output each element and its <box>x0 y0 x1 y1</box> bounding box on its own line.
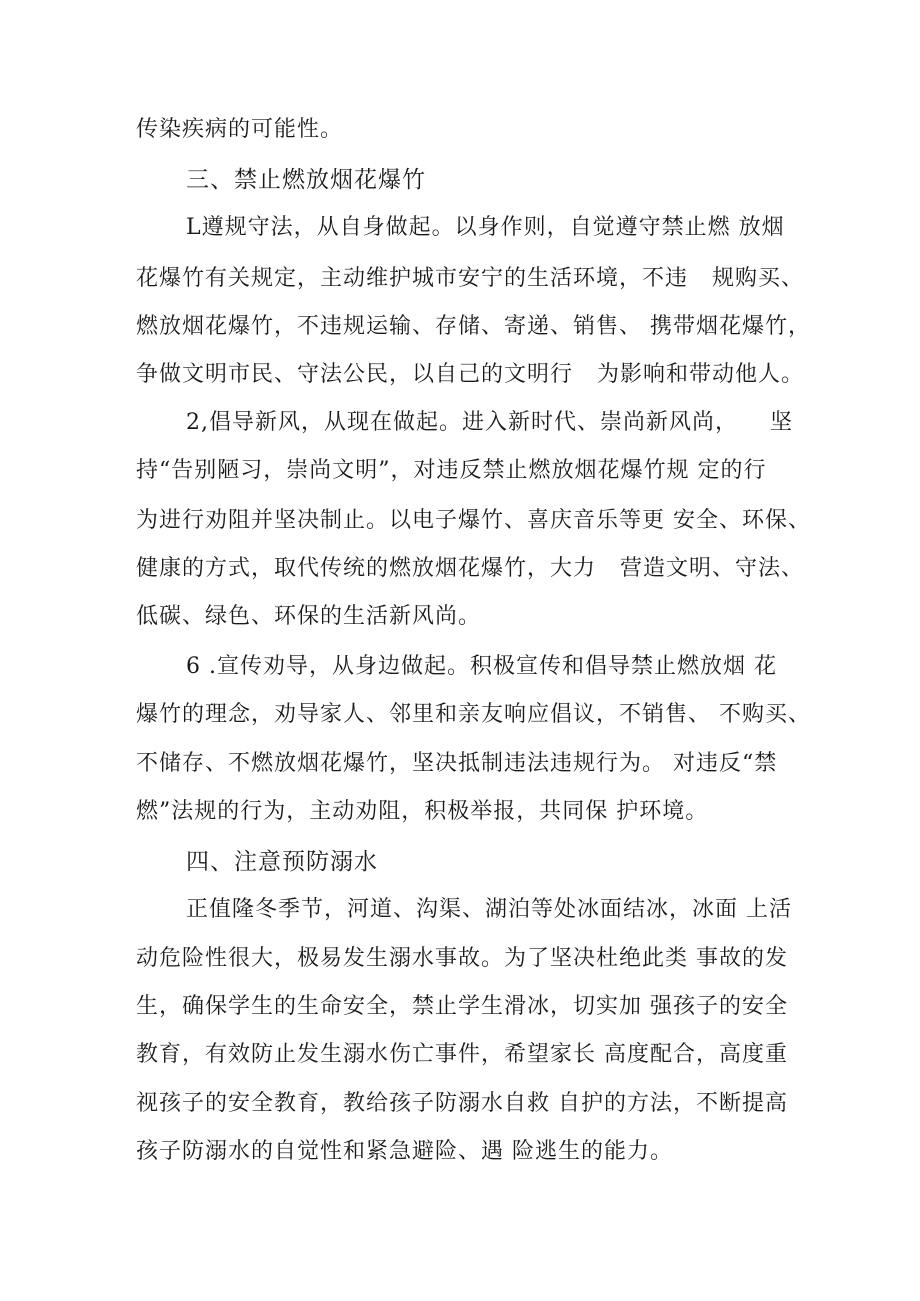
paragraph-line: 教育，有效防止发生溺水伤亡事件，希望家长 高度配合，高度重 <box>136 1042 788 1067</box>
paragraph-line: 2,倡导新风，从现在做起。进入新时代、崇尚新风尚， 坚 <box>186 410 793 435</box>
paragraph-line: 生，确保学生的生命安全，禁止学生滑冰，切实加 强孩子的安全 <box>136 994 788 1019</box>
paragraph-line: 视孩子的安全教育，教给孩子防溺水自救 自护的方法，不断提高 <box>136 1091 788 1116</box>
paragraph-line: 爆竹的理念，劝导家人、邻里和亲友响应倡议，不销售、 不购买、 <box>136 702 811 727</box>
paragraph-line: 6 .宣传劝导，从身边做起。积极宣传和倡导禁止燃放烟 花 <box>186 654 777 679</box>
paragraph-line: 健康的方式，取代传统的燃放烟花爆竹，大力 营造文明、守法、 <box>136 556 804 581</box>
paragraph-line: 不储存、不燃放烟花爆竹，坚决抵制违法违规行为。 对违反“禁 <box>136 751 778 776</box>
section-heading-3: 三、禁止燃放烟花爆竹 <box>186 167 426 193</box>
paragraph-line: 动危险性很大，极易发生溺水事故。为了坚决杜绝此类 事故的发 <box>136 946 788 971</box>
paragraph-line: 正值隆冬季节，河道、沟渠、湖泊等处冰面结冰，冰面 上活 <box>186 897 792 922</box>
paragraph-line: 孩子防溺水的自觉性和紧急避险、遇 险逃生的能力。 <box>136 1139 673 1164</box>
paragraph-line: 低碳、绿色、环保的生活新风尚。 <box>136 604 482 629</box>
paragraph-line: 争做文明市民、守法公民，以自己的文明行 为影响和带动他人。 <box>136 362 804 387</box>
paragraph-line: 燃放烟花爆竹，不违规运输、存储、寄递、销售、 携带烟花爆竹， <box>136 314 811 339</box>
paragraph-line: 为进行劝阻并坚决制止。以电子爆竹、喜庆音乐等更 安全、环保、 <box>136 508 811 533</box>
paragraph-line: 持“告别陋习，崇尚文明”，对违反禁止燃放烟花爆竹规 定的行 <box>136 458 767 483</box>
paragraph-line: 传染疾病的可能性。 <box>136 117 344 142</box>
section-heading-4: 四、注意预防溺水 <box>186 849 378 875</box>
paragraph-line: 燃”法规的行为，主动劝阻，积极举报，共同保 护环境。 <box>136 799 709 824</box>
paragraph-line: 花爆竹有关规定，主动维护城市安宁的生活环境，不违 规购买、 <box>136 266 804 291</box>
paragraph-line: L遵规守法，从自身做起。以身作则，自觉遵守禁止燃 放烟 <box>186 215 785 240</box>
